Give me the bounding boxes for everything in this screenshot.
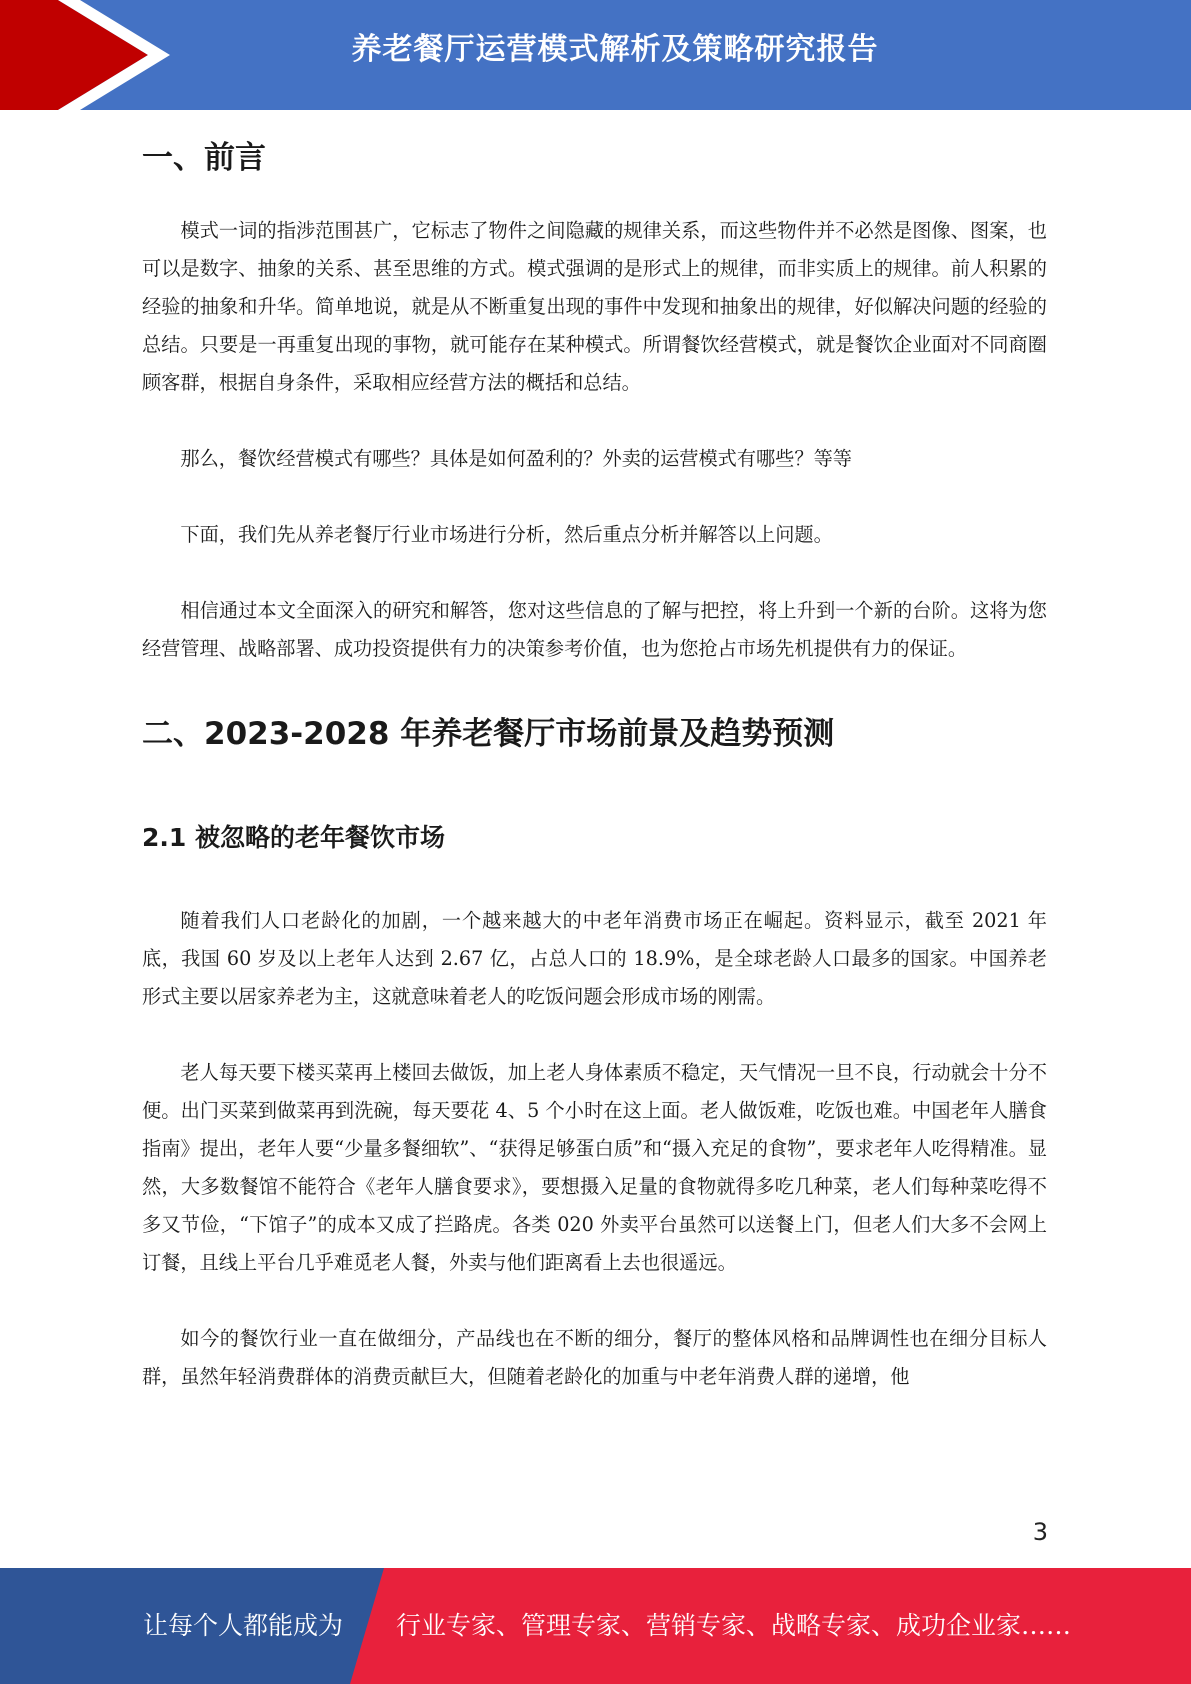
- subsection-heading-elderly-market: 2.1 被忽略的老年餐饮市场: [142, 823, 445, 852]
- page-footer: [0, 1568, 1191, 1684]
- section-heading-preface: 一、前言: [142, 140, 266, 176]
- market-paragraph-3: 如今的餐饮行业一直在做细分，产品线也在不断的细分，餐厅的整体风格和品牌调性也在细分目标人群，虽然年轻消费群体的消费贡献巨大，但随着老龄化的加重与中老年消费人群的递增，他: [142, 1327, 1047, 1388]
- header-red-arrow: [0, 0, 148, 110]
- page-number: 3: [1032, 1518, 1048, 1546]
- section-heading-forecast: 二、2023-2028 年养老餐厅市场前景及趋势预测: [142, 716, 835, 752]
- footer-slogan-right: 行业专家、管理专家、营销专家、战略专家、成功企业家……: [396, 1611, 1072, 1640]
- document-body: [142, 130, 1047, 1396]
- page-header: [0, 0, 1191, 110]
- preface-paragraph-3: 下面，我们先从养老餐厅行业市场进行分析，然后重点分析并解答以上问题。: [180, 523, 833, 546]
- market-paragraph-2: 老人每天要下楼买菜再上楼回去做饭，加上老人身体素质不稳定，天气情况一旦不良，行动就会十分不便。出门买菜到做菜再到洗碗，每天要花 4、5 个小时在这上面。老人做饭难，吃饭也难。中国老年人膳食指南》提出，老年人要“少量多餐细软”、“获得足够蛋白质”和“摄入充足的食物”，要求老年人吃得精准。显然，大多数餐馆不能符合《老年人膳食要求》，要想摄入足量的食物就得多吃几种菜，老人们每种菜吃得不多又节俭，“下馆子”的成本又成了拦路虎。各类 020 外卖平台虽然可以送餐上门，但老人们大多不会网上订餐，且线上平台几乎难觅老人餐，外卖与他们距离看上去也很遥远。: [142, 1061, 1047, 1274]
- preface-paragraph-1: 模式一词的指涉范围甚广，它标志了物件之间隐藏的规律关系，而这些物件并不必然是图像、图案，也可以是数字、抽象的关系、甚至思维的方式。模式强调的是形式上的规律，而非实质上的规律。前人积累的经验的抽象和升华。简单地说，就是从不断重复出现的事件中发现和抽象出的规律，好似解决问题的经验的总结。只要是一再重复出现的事物，就可能存在某种模式。所谓餐饮经营模式，就是餐饮企业面对不同商圈顾客群，根据自身条件，采取相应经营方法的概括和总结。: [142, 219, 1047, 394]
- header-title: 养老餐厅运营模式解析及策略研究报告: [351, 32, 879, 67]
- preface-paragraph-2: 那么，餐饮经营模式有哪些？具体是如何盈利的？外卖的运营模式有哪些？等等: [180, 447, 852, 470]
- preface-paragraph-4: 相信通过本文全面深入的研究和解答，您对这些信息的了解与把控，将上升到一个新的台阶。这将为您经营管理、战略部署、成功投资提供有力的决策参考价值，也为您抢占市场先机提供有力的保证。: [142, 599, 1047, 660]
- market-paragraph-1: 随着我们人口老龄化的加剧，一个越来越大的中老年消费市场正在崛起。资料显示，截至 2021 年底，我国 60 岁及以上老年人达到 2.67 亿，占总人口的 18.9%，是全球老龄人口最多的国家。中国养老形式主要以居家养老为主，这就意味着老人的吃饭问题会形成市场的刚需。: [142, 909, 1047, 1008]
- footer-slogan-left: 让每个人都能成为: [143, 1611, 344, 1640]
